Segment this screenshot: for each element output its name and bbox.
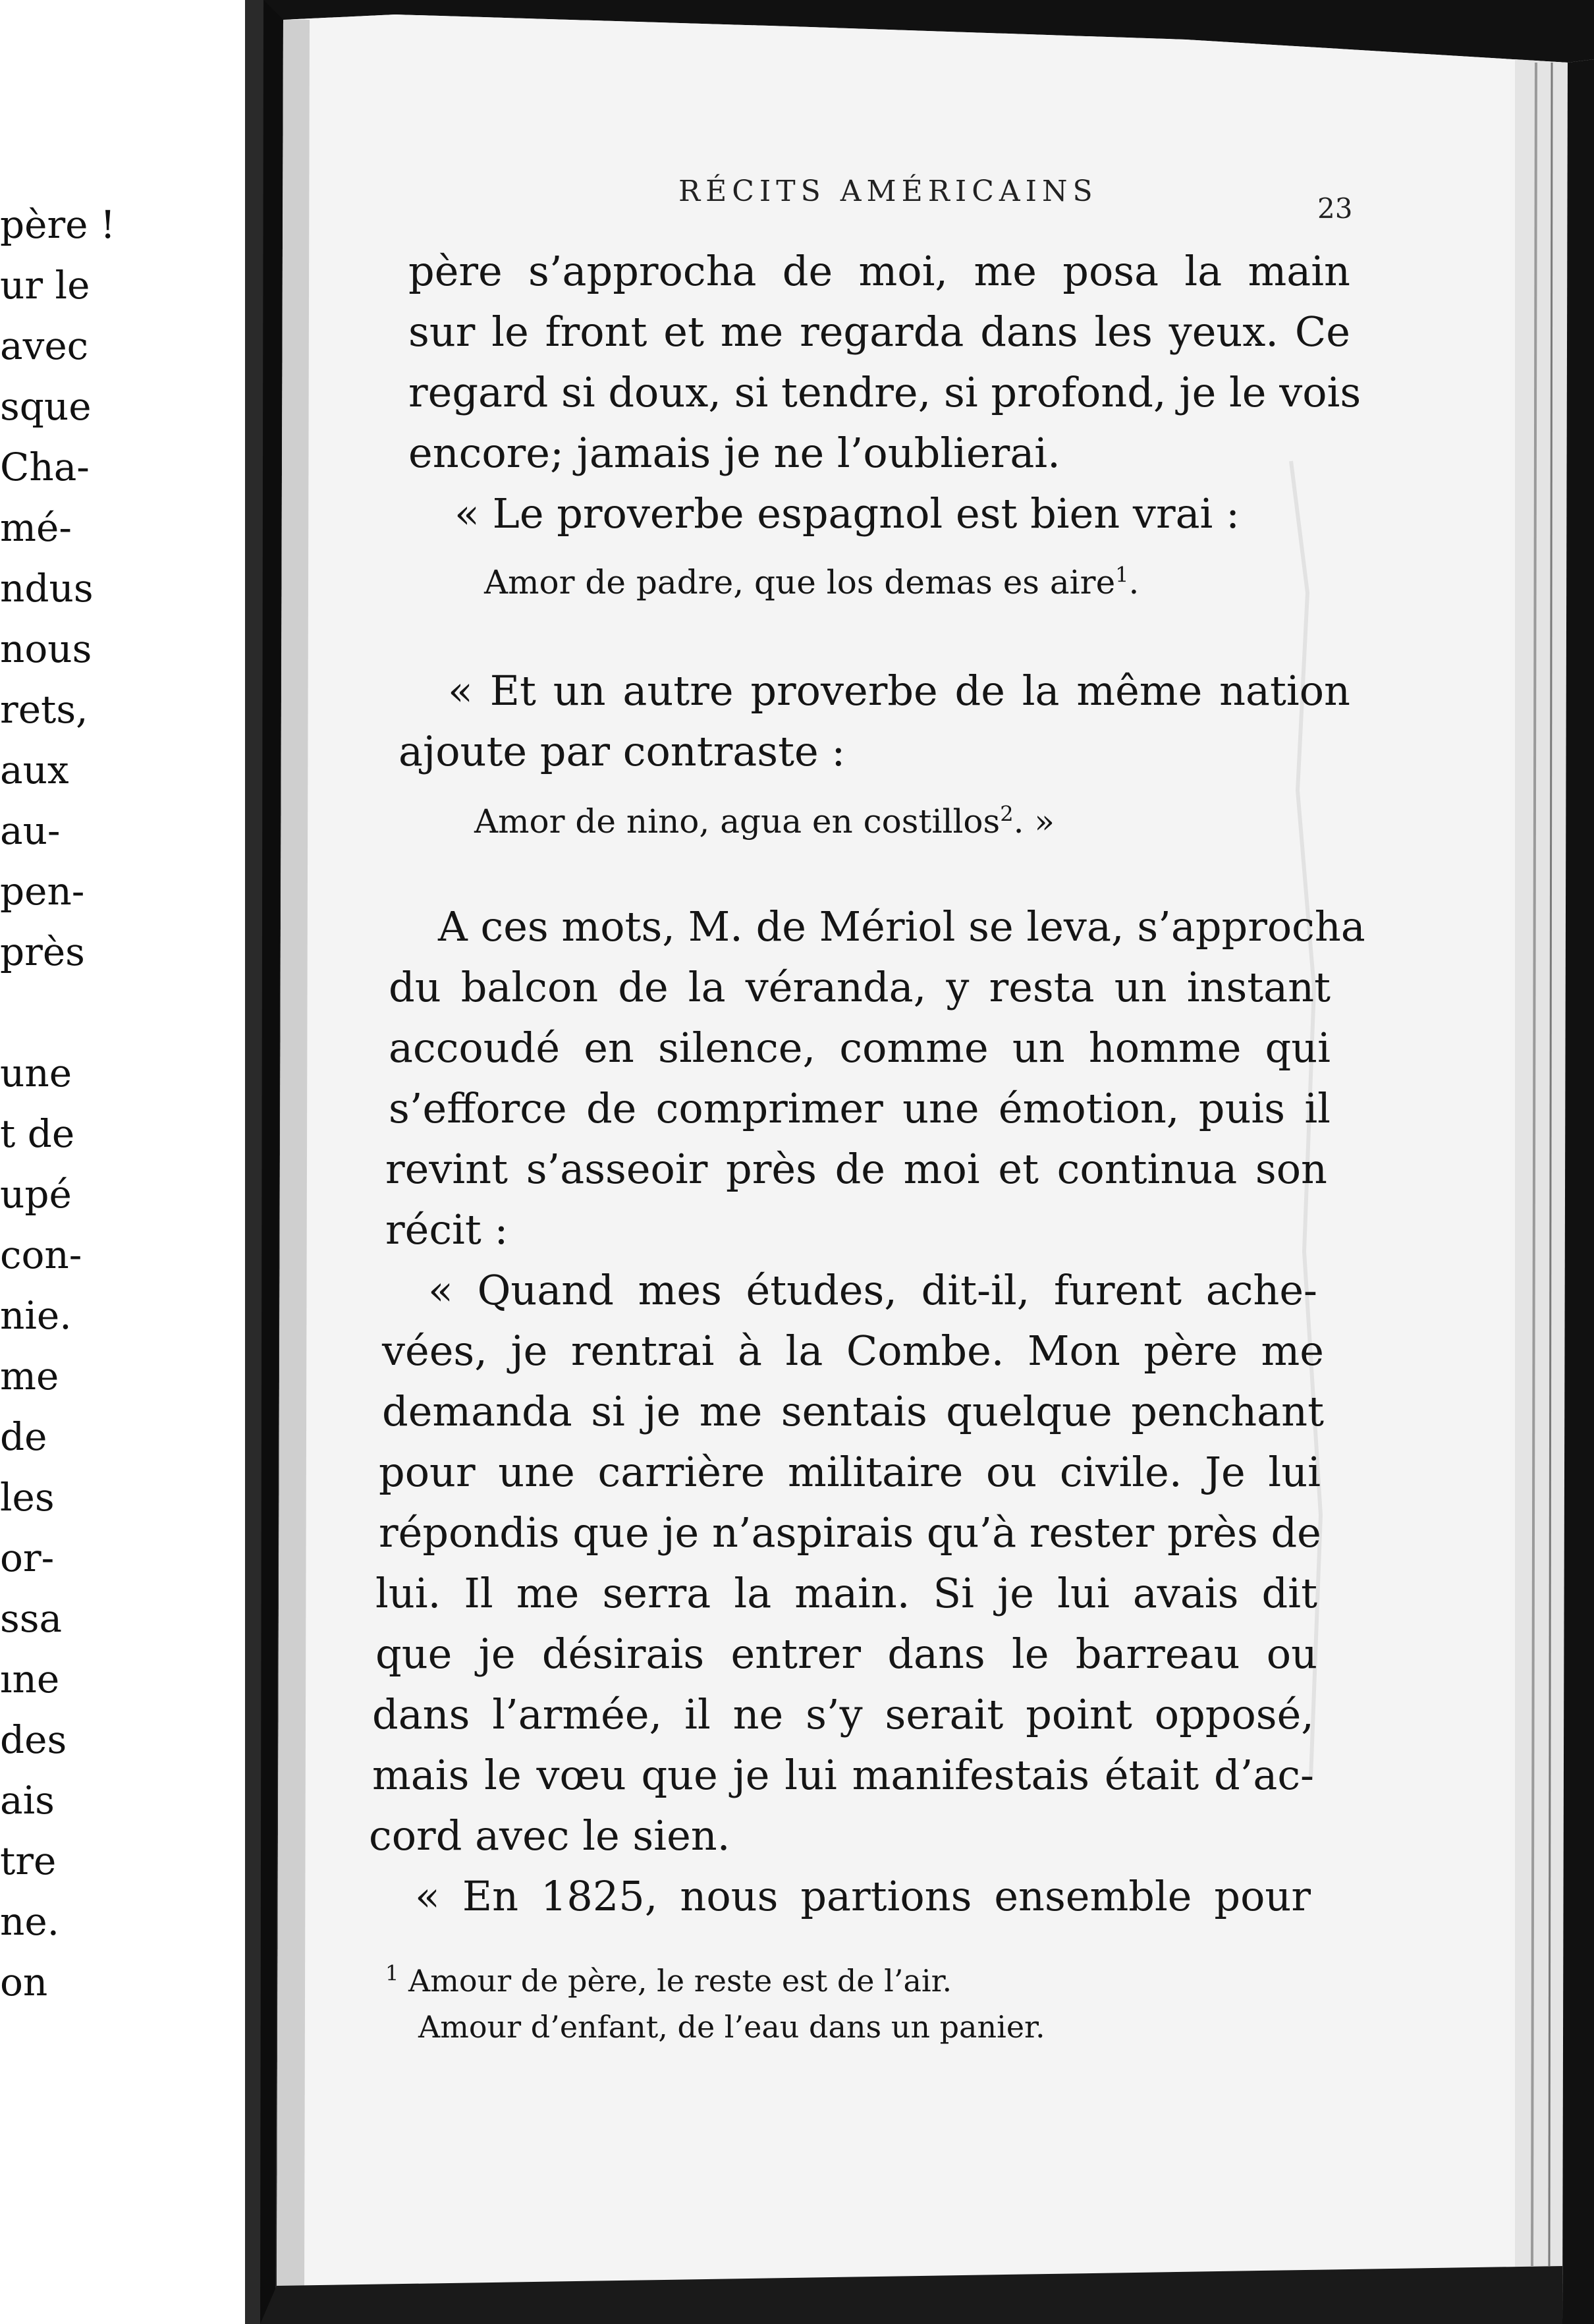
verse-text: Amor de padre, que los demas es aire [484, 563, 1116, 601]
book-page [369, 0, 1370, 2324]
text-line: accoudé en silence, comme un homme qui [389, 1024, 1331, 1072]
footnote-text: Amour de père, le reste est de l’air. [408, 1963, 952, 1999]
footnote-reference: 2 [1000, 801, 1014, 827]
left-page-line: sque [0, 384, 92, 429]
text-line: A ces mots, M. de Mériol se leva, s’approcha [438, 902, 1365, 951]
page-number: 23 [1317, 192, 1353, 225]
left-page-line: rets, [0, 687, 88, 732]
text-line: regard si doux, si tendre, si profond, je le vois [408, 368, 1361, 416]
text-line: lui. Il me serra la main. Si je lui avais dit [375, 1569, 1317, 1617]
text-line: s’efforce de comprimer une émotion, puis il [389, 1084, 1331, 1132]
text-line: père s’approcha de moi, me posa la main [408, 247, 1350, 295]
left-page-line: père ! [0, 202, 116, 247]
left-page-line: ndus [0, 566, 94, 611]
left-page-line: ur le [0, 263, 90, 308]
left-page-line: on [0, 1960, 48, 2005]
left-page-line: les [0, 1475, 55, 1520]
left-page-line: près [0, 929, 85, 974]
left-page-line: Cha- [0, 445, 90, 489]
text-line: pour une carrière militaire ou civile. Je lui [379, 1448, 1321, 1496]
left-page-fragment [0, 194, 263, 2012]
footnote-mark: 1 [385, 1960, 399, 1986]
left-page-line: or- [0, 1536, 55, 1580]
left-page-line: upé [0, 1172, 72, 1217]
left-page-line: mé- [0, 505, 72, 550]
text-line: revint s’asseoir près de moi et continua son [385, 1145, 1327, 1193]
text-line: sur le front et me regarda dans les yeux. Ce [408, 308, 1350, 356]
left-page-line: tre [0, 1839, 57, 1883]
left-page-line: de [0, 1414, 47, 1459]
proverb-verse [484, 563, 1139, 601]
text-line: « En 1825, nous partions ensemble pour [415, 1872, 1311, 1920]
text-line: encore; jamais je ne l’oublierai. [408, 429, 1060, 477]
text-line: que je désirais entrer dans le barreau ou [375, 1630, 1317, 1678]
text-line: vées, je rentrai à la Combe. Mon père me [382, 1327, 1324, 1375]
running-head: RÉCITS AMÉRICAINS [678, 175, 1098, 208]
left-page-line: me [0, 1354, 59, 1398]
left-page-line: pen- [0, 869, 85, 914]
text-line: « Et un autre proverbe de la même nation [448, 667, 1350, 715]
proverb-verse [474, 802, 1055, 841]
left-page-line [0, 982, 263, 1043]
text-line: du balcon de la véranda, y resta un instant [389, 963, 1331, 1011]
left-page-line: une [0, 1051, 72, 1095]
left-page-line: nie. [0, 1293, 72, 1338]
left-page-line: avec [0, 323, 89, 368]
text-line: « Le proverbe espagnol est bien vrai : [454, 489, 1240, 538]
text-line: cord avec le sien. [369, 1812, 730, 1860]
left-page-line: des [0, 1717, 67, 1762]
left-page-line: aux [0, 748, 69, 792]
left-page-line: t de [0, 1111, 75, 1156]
text-line: « Quand mes études, dit-il, furent ache- [428, 1266, 1317, 1314]
text-line: mais le vœu que je lui manifestais était d’ac- [372, 1751, 1314, 1799]
verse-end: . [1128, 563, 1140, 601]
left-page-line: ais [0, 1778, 55, 1823]
text-line: répondis que je n’aspirais qu’à rester près de [379, 1508, 1321, 1557]
left-page-line: ıne [0, 1657, 60, 1702]
left-page-line: nous [0, 626, 92, 671]
text-line: demanda si je me sentais quelque penchant [382, 1387, 1324, 1435]
footnote [385, 1960, 952, 1999]
text-line: dans l’armée, il ne s’y serait point opposé, [372, 1690, 1314, 1738]
text-line: ajoute par contraste : [398, 727, 846, 775]
text-line: récit : [385, 1205, 508, 1254]
verse-text: Amor de nino, agua en costillos [474, 802, 1001, 841]
verse-end: . » [1013, 802, 1055, 841]
footnote-reference: 1 [1115, 562, 1129, 588]
left-page-line: ne. [0, 1899, 60, 1944]
footnote: Amour d’enfant, de l’eau dans un panier. [418, 2009, 1045, 2045]
left-page-line: con- [0, 1232, 82, 1277]
left-page-line: au- [0, 808, 61, 853]
left-page-line: ssa [0, 1596, 63, 1641]
